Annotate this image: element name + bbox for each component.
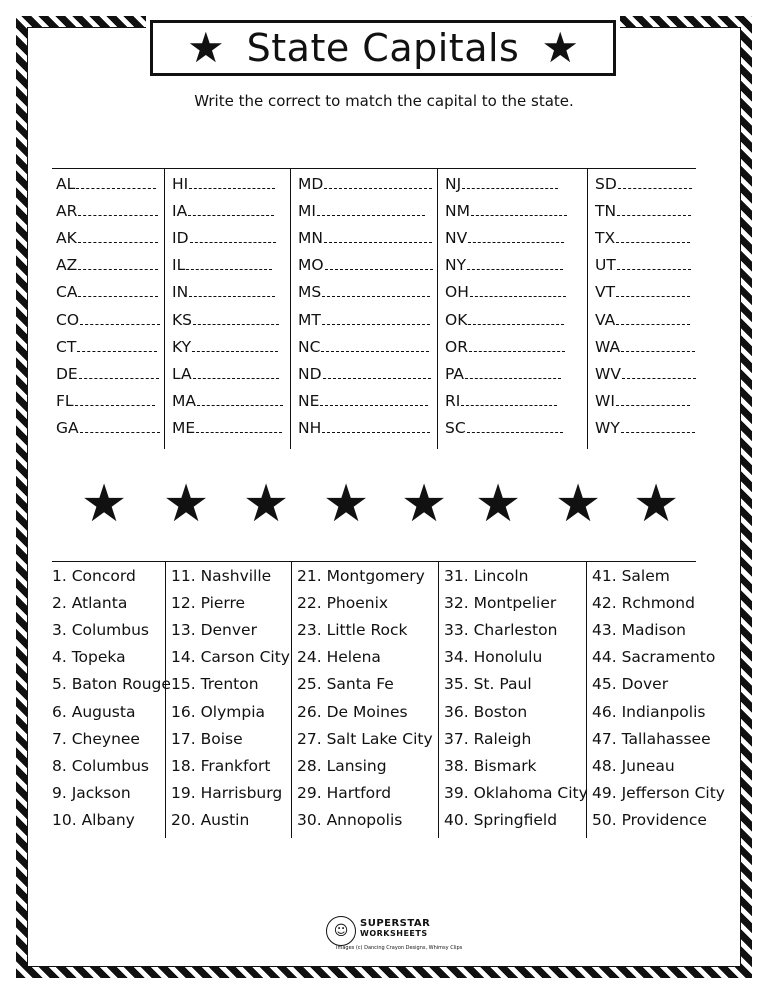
capital-list-item: 25. Santa Fe (297, 675, 394, 694)
state-answer-row (445, 229, 564, 247)
state-abbreviation: NM (445, 202, 470, 221)
answer-blank-line[interactable] (188, 203, 274, 216)
state-answer-row (56, 365, 159, 383)
capital-column (586, 562, 736, 838)
capital-list-item: 20. Austin (171, 810, 250, 829)
capital-list-item: 6. Augusta (52, 702, 136, 721)
state-abbreviation: AK (56, 229, 77, 248)
state-abbreviation: NC (298, 337, 321, 356)
state-answer-row (298, 202, 425, 220)
logo-line1: SUPERSTAR (360, 918, 431, 929)
capital-list-item: 40. Springfield (444, 810, 558, 829)
state-abbreviation: ID (172, 229, 189, 248)
capital-list-item: 30. Annopolis (297, 810, 403, 829)
capital-list-item: 14. Carson City (171, 648, 290, 667)
capital-list-item: 35. St. Paul (444, 675, 532, 694)
capital-list-item: 4. Topeka (52, 648, 126, 667)
state-answer-row (56, 256, 158, 274)
state-answer-row (445, 419, 563, 437)
state-answer-row (445, 392, 557, 410)
answer-blank-line[interactable] (469, 339, 565, 352)
state-abbreviation: NY (445, 256, 467, 275)
answer-blank-line[interactable] (78, 257, 158, 270)
page-title: State Capitals (246, 26, 520, 70)
state-abbreviation: MI (298, 202, 316, 221)
answer-blank-line[interactable] (193, 312, 279, 325)
state-abbreviation: OH (445, 283, 469, 302)
state-abbreviation: VA (595, 310, 616, 329)
capital-list-item: 36. Boston (444, 702, 528, 721)
answer-blank-line[interactable] (190, 230, 276, 243)
capital-list-item: 1. Concord (52, 567, 136, 585)
answer-blank-line[interactable] (193, 366, 279, 379)
capital-list-item: 21. Montgomery (297, 567, 425, 585)
state-abbreviation: SC (445, 418, 466, 437)
capital-list-item: 27. Salt Lake City (297, 729, 433, 748)
answer-blank-line[interactable] (616, 312, 690, 325)
answer-blank-line[interactable] (467, 257, 563, 270)
state-abbreviation: CT (56, 337, 77, 356)
state-answer-row (595, 311, 690, 329)
abbreviation-column (587, 169, 697, 449)
capital-list-item: 11. Nashville (171, 567, 272, 585)
state-answer-row (298, 283, 430, 301)
answer-blank-line[interactable] (468, 230, 564, 243)
state-abbreviation: WY (595, 418, 620, 437)
answer-blank-line[interactable] (616, 230, 690, 243)
capital-list-item: 44. Sacramento (592, 648, 716, 667)
capital-list-item: 12. Pierre (171, 594, 246, 613)
state-abbreviation: CO (56, 310, 80, 329)
state-abbreviation: AR (56, 202, 78, 221)
state-answer-row (445, 365, 561, 383)
state-abbreviation-grid (52, 168, 696, 437)
state-abbreviation: CA (56, 283, 78, 302)
state-answer-row (56, 283, 158, 301)
state-answer-row (172, 229, 276, 247)
state-answer-row (56, 392, 155, 410)
answer-blank-line[interactable] (76, 176, 156, 189)
capital-list-item: 41. Salem (592, 567, 670, 585)
capital-list-item: 43. Madison (592, 621, 686, 640)
answer-blank-line[interactable] (78, 203, 158, 216)
capital-list-item: 23. Little Rock (297, 621, 408, 640)
capital-list-item: 37. Raleigh (444, 729, 532, 748)
state-abbreviation: FL (56, 391, 74, 410)
answer-blank-line[interactable] (196, 420, 282, 433)
answer-blank-line[interactable] (324, 230, 432, 243)
title-banner (150, 20, 616, 76)
capital-list-item: 13. Denver (171, 621, 257, 640)
logo-face-icon: ☺ (326, 916, 356, 946)
star-icon: ★ (186, 23, 225, 72)
capital-list-item: 46. Indianpolis (592, 702, 706, 721)
answer-blank-line[interactable] (618, 176, 692, 189)
capital-list-item: 16. Olympia (171, 702, 265, 721)
capital-list-item: 19. Harrisburg (171, 783, 283, 802)
state-abbreviation: IN (172, 283, 189, 302)
answer-blank-line[interactable] (621, 420, 695, 433)
state-answer-row (595, 419, 695, 437)
state-answer-row (172, 256, 272, 274)
state-abbreviation: IL (172, 256, 186, 275)
capital-list-item: 28. Lansing (297, 756, 387, 775)
answer-blank-line[interactable] (321, 339, 429, 352)
state-abbreviation: NV (445, 229, 468, 248)
state-abbreviation: LA (172, 364, 192, 383)
state-answer-row (445, 202, 567, 220)
state-abbreviation: ME (172, 418, 196, 437)
state-answer-row (445, 338, 565, 356)
state-answer-row (595, 392, 690, 410)
state-answer-row (172, 175, 275, 193)
state-answer-row (595, 202, 691, 220)
capital-list-item: 22. Phoenix (297, 594, 389, 613)
capital-list-item: 24. Helena (297, 648, 381, 667)
state-answer-row (56, 229, 158, 247)
answer-blank-line[interactable] (322, 284, 430, 297)
capital-list-item: 3. Columbus (52, 621, 149, 640)
star-icon: ★ (322, 474, 370, 534)
state-answer-row (595, 365, 696, 383)
state-answer-row (445, 311, 564, 329)
capital-list-item: 2. Atlanta (52, 594, 128, 613)
state-answer-row (298, 229, 432, 247)
state-abbreviation: MS (298, 283, 322, 302)
abbreviation-column (437, 169, 588, 449)
state-answer-row (56, 419, 160, 437)
state-abbreviation: WA (595, 337, 621, 356)
state-answer-row (595, 175, 692, 193)
state-answer-row (172, 419, 282, 437)
answer-blank-line[interactable] (77, 339, 157, 352)
state-abbreviation: HI (172, 175, 189, 193)
state-abbreviation: PA (445, 364, 464, 383)
answer-blank-line[interactable] (79, 366, 159, 379)
star-icon: ★ (541, 23, 579, 72)
state-answer-row (298, 338, 429, 356)
star-icon: ★ (474, 474, 522, 534)
logo-line2: WORKSHEETS (360, 929, 428, 938)
state-answer-row (595, 338, 695, 356)
capital-list-item: 5. Baton Rouge (52, 675, 171, 694)
capital-list-item: 26. De Moines (297, 702, 408, 721)
star-icon: ★ (400, 474, 448, 534)
answer-blank-line[interactable] (75, 393, 155, 406)
capital-list-item: 8. Columbus (52, 756, 149, 775)
capital-list-item: 48. Juneau (592, 756, 675, 775)
answer-blank-line[interactable] (622, 366, 696, 379)
state-abbreviation: VT (595, 283, 616, 302)
answer-blank-line[interactable] (621, 339, 695, 352)
state-answer-row (445, 175, 558, 193)
answer-blank-line[interactable] (470, 284, 566, 297)
capital-column (52, 562, 171, 838)
state-abbreviation: KY (172, 337, 192, 356)
state-answer-row (172, 365, 279, 383)
capital-list-item: 31. Lincoln (444, 567, 529, 585)
state-answer-row (298, 365, 431, 383)
answer-blank-line[interactable] (197, 393, 283, 406)
state-abbreviation: AL (56, 175, 76, 193)
state-abbreviation: MT (298, 310, 321, 329)
star-icon: ★ (162, 474, 210, 534)
state-abbreviation: MD (298, 175, 324, 193)
star-icon: ★ (80, 474, 128, 534)
answer-blank-line[interactable] (616, 284, 690, 297)
capital-list-item: 42. Rchmond (592, 594, 695, 613)
answer-blank-line[interactable] (468, 312, 564, 325)
state-abbreviation: WV (595, 364, 621, 383)
answer-blank-line[interactable] (325, 257, 433, 270)
state-abbreviation: MO (298, 256, 324, 275)
answer-blank-line[interactable] (616, 393, 690, 406)
state-abbreviation: AZ (56, 256, 78, 275)
capital-list-item: 47. Tallahassee (592, 729, 711, 748)
state-abbreviation: DE (56, 364, 78, 383)
state-abbreviation: TN (595, 202, 617, 221)
answer-blank-line[interactable] (322, 312, 430, 325)
capital-list-item: 18. Frankfort (171, 756, 271, 775)
answer-blank-line[interactable] (192, 339, 278, 352)
capital-list-item: 29. Hartford (297, 783, 392, 802)
answer-blank-line[interactable] (189, 176, 275, 189)
state-answer-row (298, 392, 428, 410)
state-answer-row (298, 419, 430, 437)
state-abbreviation: TX (595, 229, 616, 248)
state-answer-row (172, 311, 279, 329)
answer-blank-line[interactable] (461, 393, 557, 406)
answer-blank-line[interactable] (323, 366, 431, 379)
instructions-text: Write the correct to match the capital to the state. (194, 92, 574, 110)
capital-list-item: 32. Montpelier (444, 594, 557, 613)
answer-blank-line[interactable] (465, 366, 561, 379)
state-answer-row (298, 256, 433, 274)
state-abbreviation: NJ (445, 175, 462, 193)
state-abbreviation: MA (172, 391, 196, 410)
state-answer-row (172, 283, 275, 301)
answer-blank-line[interactable] (467, 420, 563, 433)
answer-blank-line[interactable] (617, 257, 691, 270)
star-divider-row (0, 474, 768, 534)
state-answer-row (56, 311, 160, 329)
capital-list-item: 50. Providence (592, 810, 707, 829)
capital-list-item: 7. Cheynee (52, 729, 140, 748)
state-abbreviation: NH (298, 418, 322, 437)
state-answer-row (298, 311, 430, 329)
state-answer-row (172, 338, 278, 356)
capital-list-item: 15. Trenton (171, 675, 259, 694)
capital-column (291, 562, 439, 838)
capital-column (165, 562, 292, 838)
abbreviation-column (164, 169, 291, 449)
state-answer-row (445, 283, 566, 301)
state-abbreviation: ND (298, 364, 322, 383)
state-abbreviation: WI (595, 391, 615, 410)
answer-blank-line[interactable] (462, 176, 558, 189)
answer-blank-line[interactable] (189, 284, 275, 297)
state-answer-row (56, 202, 158, 220)
answer-blank-line[interactable] (317, 203, 425, 216)
answer-blank-line[interactable] (80, 420, 160, 433)
state-answer-row (172, 202, 274, 220)
star-icon: ★ (242, 474, 290, 534)
capital-list-grid (52, 561, 725, 829)
answer-blank-line[interactable] (471, 203, 567, 216)
state-abbreviation: KS (172, 310, 193, 329)
answer-blank-line[interactable] (320, 393, 428, 406)
star-icon: ★ (554, 474, 602, 534)
capital-column (438, 562, 587, 838)
state-abbreviation: OK (445, 310, 468, 329)
superstar-worksheets-logo (326, 914, 463, 954)
state-abbreviation: GA (56, 418, 79, 437)
state-answer-row (595, 229, 690, 247)
capital-list-item: 17. Boise (171, 729, 243, 748)
capital-list-item: 34. Honolulu (444, 648, 543, 667)
image-credit: Images (c) Dancing Crayon Designs, Whimsy Clips (336, 945, 463, 951)
answer-blank-line[interactable] (186, 257, 272, 270)
answer-blank-line[interactable] (78, 284, 158, 297)
state-answer-row (172, 392, 283, 410)
abbreviation-column (52, 169, 165, 449)
capital-list-item: 38. Bismark (444, 756, 537, 775)
capital-list-item: 9. Jackson (52, 783, 131, 802)
state-answer-row (595, 283, 690, 301)
capital-list-item: 33. Charleston (444, 621, 558, 640)
capital-list-item: 39. Oklahoma City (444, 783, 588, 802)
capital-list-item: 10. Albany (52, 810, 135, 829)
state-answer-row (445, 256, 563, 274)
state-answer-row (595, 256, 691, 274)
star-icon: ★ (632, 474, 680, 534)
state-answer-row (56, 338, 157, 356)
abbreviation-column (290, 169, 438, 449)
answer-blank-line[interactable] (78, 230, 158, 243)
state-abbreviation: IA (172, 202, 188, 221)
state-abbreviation: UT (595, 256, 616, 275)
answer-blank-line[interactable] (617, 203, 691, 216)
state-answer-row (298, 175, 432, 193)
state-abbreviation: OR (445, 337, 468, 356)
answer-blank-line[interactable] (322, 420, 430, 433)
capital-list-item: 49. Jefferson City (592, 783, 725, 802)
state-abbreviation: SD (595, 175, 617, 193)
answer-blank-line[interactable] (80, 312, 160, 325)
state-abbreviation: RI (445, 391, 461, 410)
capital-list-item: 45. Dover (592, 675, 669, 694)
state-abbreviation: NE (298, 391, 320, 410)
state-answer-row (56, 175, 156, 193)
state-abbreviation: MN (298, 229, 323, 248)
answer-blank-line[interactable] (324, 176, 432, 189)
